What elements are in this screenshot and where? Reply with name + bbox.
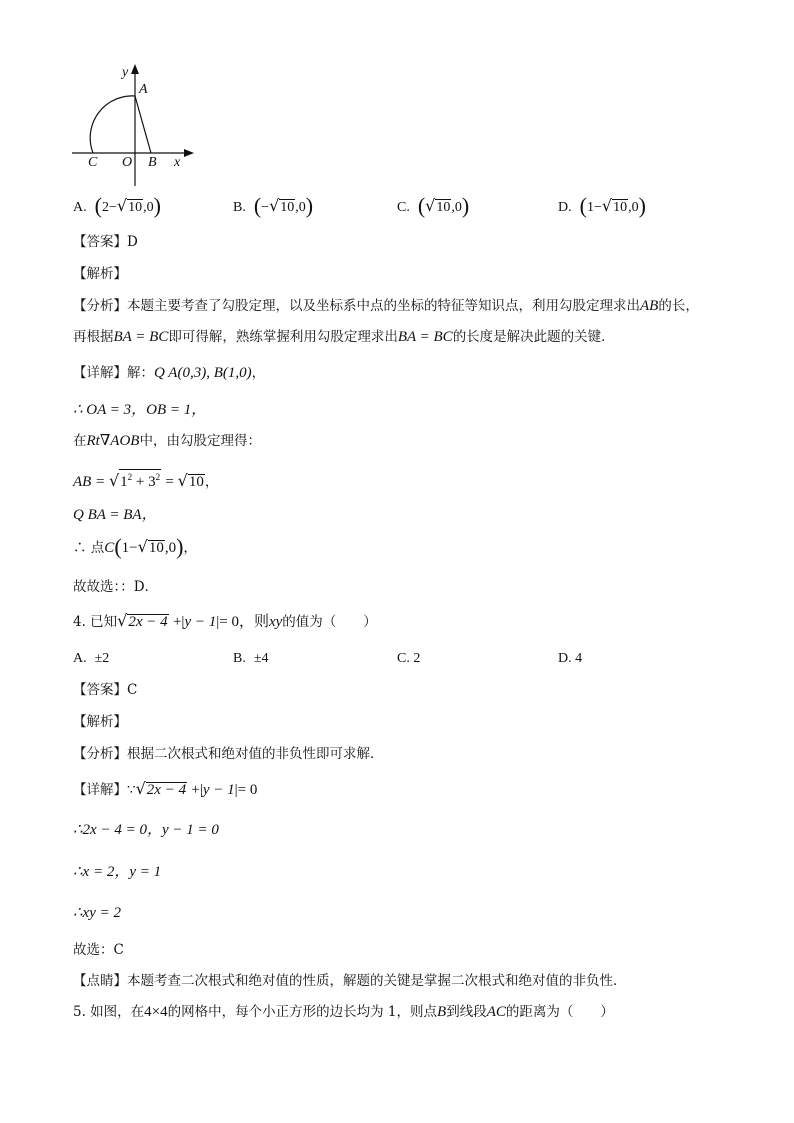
segment-ab — [135, 96, 151, 153]
q4-answer: 【答案】C — [73, 682, 138, 698]
q3-jiexi: 【解析】 — [73, 266, 127, 282]
q4-stem: 4. 已知√2x − 4 +|y − 1|= 0，则xy的值为（ ） — [73, 611, 377, 630]
q3-option-d[interactable]: D. (1−√10,0) — [558, 193, 646, 218]
q3-option-b[interactable]: B. (−√10,0) — [233, 193, 314, 218]
q4-comment: 【点睛】本题考查二次根式和绝对值的性质，解题的关键是掌握二次根式和绝对值的非负性． — [73, 973, 627, 989]
q3-detail-line-4: AB = $√1^2 + 3^2 = √10$， — [73, 471, 219, 490]
q5-stem: 5. 如图，在4×4的网格中，每个小正方形的边长均为 1，则点B到线段AC的距离为（ ） — [73, 1004, 614, 1020]
q3-detail-line-5: Q BA = BA， — [73, 507, 157, 523]
q3-answer: 【答案】D — [73, 234, 138, 250]
q4-option-a[interactable]: A. ±2 — [73, 651, 110, 666]
q3-option-a[interactable]: A. (2−√10,0) — [73, 193, 161, 218]
label-b: B — [148, 155, 157, 170]
y-axis-arrow — [131, 64, 139, 74]
q3-analysis-line-2: 再根据BA = BC即可得解，熟练掌握利用勾股定理求出BA = BC的长度是解决此题的关键． — [73, 329, 615, 345]
q4-option-d[interactable]: D. 4 — [558, 651, 583, 666]
q3-detail-line-6: ∴ 点C(1−√10,0)， — [73, 534, 197, 559]
q4-option-b[interactable]: B. ±4 — [233, 651, 269, 666]
label-c: C — [88, 155, 98, 170]
q4-step-2: ∴2x − 4 = 0，y − 1 = 0 — [73, 822, 219, 838]
label-y: y — [122, 65, 129, 80]
label-a: A — [139, 82, 148, 97]
q4-jiexi: 【解析】 — [73, 714, 127, 730]
q3-conclusion: 故故选：：D． — [73, 579, 159, 595]
q3-option-c[interactable]: C. (√10,0) — [397, 193, 470, 218]
q4-step-3: ∴x = 2，y = 1 — [73, 864, 162, 880]
q3-detail-line-1: 【详解】解：Q A(0,3), B(1,0)， — [73, 365, 266, 381]
x-axis-arrow — [184, 149, 194, 157]
q4-detail-line-1: 【详解】∵√2x − 4 +|y − 1|= 0 — [73, 779, 258, 798]
q4-option-c[interactable]: C. 2 — [397, 651, 421, 666]
q3-analysis-line-1: 【分析】本题主要考查了勾股定理，以及坐标系中点的坐标的特征等知识点，利用勾股定理求出AB的长， — [73, 298, 699, 314]
label-x: x — [174, 155, 181, 170]
label-o: O — [122, 155, 133, 170]
q3-detail-line-2: ∴ OA = 3，OB = 1， — [73, 402, 207, 418]
arc-ac — [90, 96, 135, 153]
q4-conclusion: 故选：C — [73, 942, 124, 958]
q4-step-4: ∴xy = 2 — [73, 905, 121, 921]
q4-analysis: 【分析】根据二次根式和绝对值的非负性即可求解． — [73, 746, 384, 762]
coordinate-figure — [68, 60, 208, 190]
q3-detail-line-3: 在Rt∇AOB中，由勾股定理得： — [73, 433, 261, 449]
